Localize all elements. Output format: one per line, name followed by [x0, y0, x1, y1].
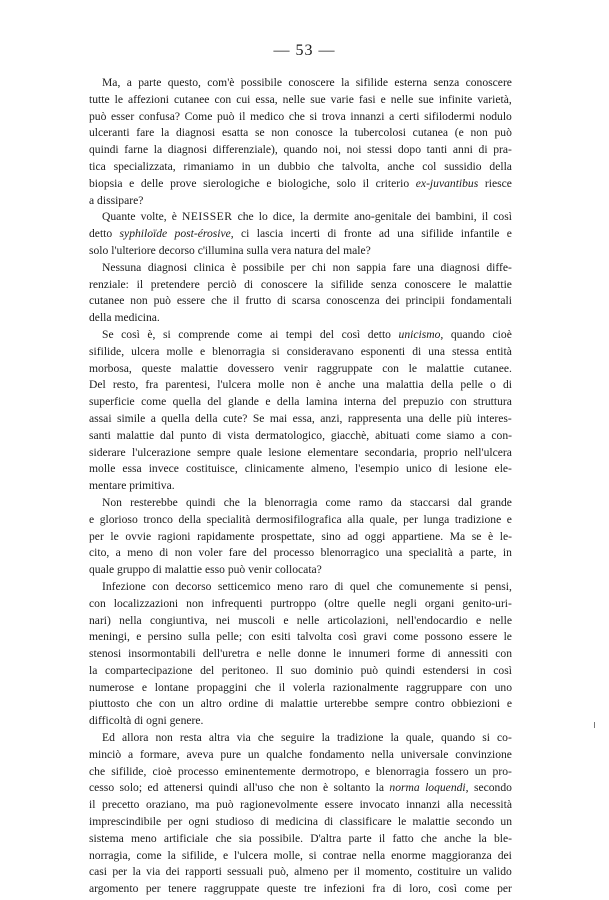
text-line: Ma, a parte questo, com'è possibile conoscere la sifilide esterna senza conoscere	[102, 76, 512, 89]
text-line: Non resterebbe quindi che la blenorragia come ramo da staccarsi dal grande	[102, 495, 512, 509]
text-line: della medicina.	[89, 311, 160, 325]
text-line: morbosa, queste malattie dovessero venir raggruppate con le malattie cutanee.	[89, 361, 512, 375]
text-line: Quante volte, è NEISSER che lo dice, la dermite ano-genitale dei bambini, il così	[102, 210, 512, 224]
text-line: per le ovvie ragioni rapidamente prospettate, sino ad oggi appartiene. Ma se è le-	[89, 529, 512, 543]
text-line: può esser confusa? Come può il medico che si trova innanzi a certi sifilodermi nodulo	[89, 109, 512, 123]
margin-mark	[594, 722, 595, 728]
text-line: quindi farne la diagnosi differenziale), quando noi, noi stessi dopo tanti anni di pra-	[89, 143, 512, 157]
text-line: cutanee non può essere che il frutto di scarsa conoscenza dei principii fondamentali	[89, 294, 512, 308]
text-line: molle essa invece costituisce, clinicamente almeno, l'esempio unico di lesione ele-	[89, 462, 512, 476]
text-line: solo l'ulteriore decorso c'illumina sulla vera natura del male?	[89, 243, 371, 257]
paragraph	[89, 260, 512, 327]
paragraph	[89, 579, 512, 730]
text-line: cesso solo; ed attenersi quindi all'uso che non è soltanto la norma loquendi, secondo	[89, 781, 512, 795]
text-line: che sifilide, cioè processo eminentemente dermotropo, e blenorragia fossero un pro-	[89, 764, 512, 778]
text-line: con localizzazioni non infrequenti purtroppo (oltre quelle negli organi genito-uri-	[89, 596, 512, 610]
text-line: argomento per tenere raggruppate queste tre infezioni fra di loro, così come per	[89, 882, 512, 896]
text-line: piuttosto che con un altro ordine di malattie urterebbe sempre contro obbiezioni e	[89, 697, 512, 711]
text-line: siderare l'ulcerazione sempre quale lesione elementare secondaria, proprio nell'ulcera	[89, 445, 512, 459]
text-line: Nessuna diagnosi clinica è possibile per chi non sappia fare una diagnosi diffe-	[102, 260, 512, 274]
paragraph	[89, 495, 512, 579]
text-line: Ed allora non resta altra via che seguire la tradizione la quale, quando si co-	[102, 731, 512, 745]
text-line: ulceranti fare la diagnosi esatta se non conosce la tubercolosi cutanea (e non può	[89, 126, 512, 140]
text-line: mentare primitiva.	[89, 479, 175, 493]
text-line: superficie come quella del glande e della lamina interna del prepuzio con struttura	[89, 395, 512, 409]
text-line: numerose e lontane propaggini che il volerla razionalmente raggruppare con uno	[89, 680, 512, 694]
text-line: minciò a formare, aveva pure un qualche fondamento nella universale convinzione	[89, 747, 512, 761]
text-line: il precetto oraziano, ma può ragionevolmente essere invocato innanzi alla necessità	[89, 798, 512, 812]
text-line: norragia, come la sifilide, e l'ulcera molle, si contrae nella enorme maggioranza dei	[89, 848, 512, 862]
text-line: Se così è, si comprende come ai tempi del così detto unicismo, quando cioè	[102, 327, 512, 341]
paragraph	[89, 327, 512, 495]
text-line: cito, a meno di non voler fare del processo blenorragico una specialità a parte, in	[89, 546, 512, 560]
paragraph	[89, 209, 512, 259]
text-line: renziale: il pretendere perciò di conoscere la sifilide senza conoscere le malattie	[89, 277, 512, 291]
text-line: assai simile a quella della cute? Se mai essa, anzi, rappresenta una delle più interes-	[89, 411, 512, 425]
text-line: detto syphiloïde post-érosive, ci lascia incerti di fronte ad una sifilide infantile e	[89, 227, 512, 241]
text-line: a dissipare?	[89, 193, 144, 207]
text-line: sistema meno artificiale che sia possibile. D'altra parte il fatto che anche la ble-	[89, 831, 512, 845]
text-line: difficoltà di ogni genere.	[89, 714, 204, 728]
text-line: nari) nella congiuntiva, nei muscoli e nelle articolazioni, nell'endocardio e nelle	[89, 613, 512, 627]
text-line: tica specializzata, rimaniamo in un dubbio che talvolta, anche col sussidio della	[89, 159, 512, 173]
text-line: e glorioso tronco della specialità dermosifilografica alla quale, per lunga tradizione e	[89, 512, 512, 526]
text-line: sifilide, ulcera molle e blenorragia si consideravano esponenti di una stessa entità	[89, 344, 512, 358]
paragraph	[89, 75, 512, 209]
text-line: meningi, e persino sulla pelle; con esiti talvolta così gravi come possono essere le	[89, 630, 512, 644]
page-number: — 53 —	[273, 42, 336, 59]
text-line: Infezione con decorso setticemico meno raro di quel che comunemente si pensi,	[102, 579, 512, 593]
text-line: imprescindibile per ogni studioso di medicina di classificare le malattie secondo un	[89, 815, 512, 829]
text-line: la compartecipazione del peritoneo. Il suo dominio può quindi estendersi in così	[89, 663, 512, 677]
paragraph	[89, 730, 512, 898]
text-line: Del resto, fra parentesi, l'ulcera molle non è anche una malattia della pelle o di	[89, 378, 512, 392]
body-text	[89, 75, 512, 898]
text-line: casi per la via dei rapporti sessuali può, almeno per il momento, costituire un valido	[89, 865, 512, 879]
text-line: santi malattie dal punto di vista dermatologico, giacchè, abituati come siamo a con-	[89, 428, 512, 442]
text-line: quale gruppo di malattie esso può venir collocata?	[89, 563, 322, 577]
text-line: tutte le affezioni cutanee con cui essa, nelle sue varie fasi e nelle sue infinite varietà,	[89, 92, 512, 106]
text-line: biopsia e delle prove sierologiche e biologiche, solo il criterio ex-juvantibus riesce	[89, 176, 512, 190]
text-line: stenosi insormontabili dell'uretra e nelle donne le innumeri forme di annessiti con	[89, 647, 512, 661]
